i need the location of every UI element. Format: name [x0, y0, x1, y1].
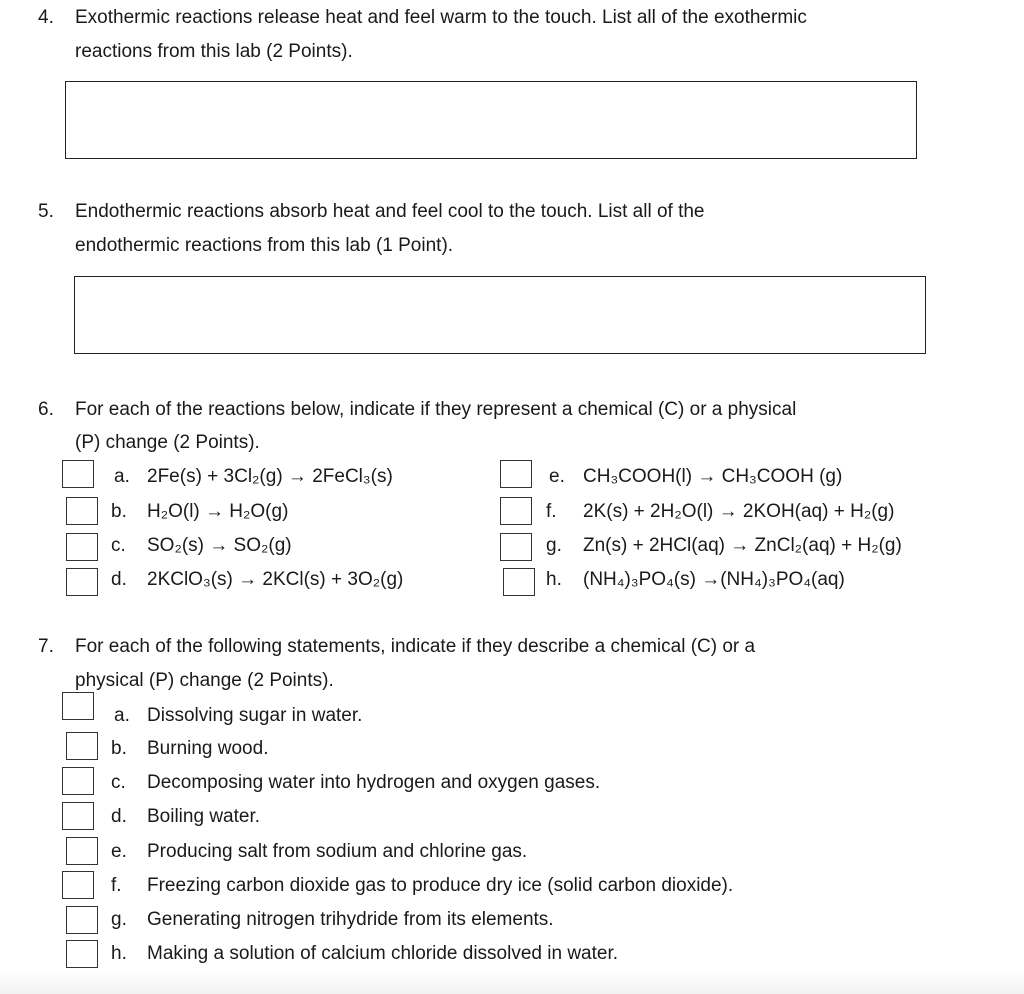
q7-checkbox-h[interactable] [66, 940, 98, 968]
q7-checkbox-e[interactable] [66, 837, 98, 865]
q7-item-letter: b. [111, 738, 127, 759]
q6-item-text: CH₃COOH(l) → CH₃COOH (g) [583, 466, 843, 487]
q4-answer-box[interactable] [65, 81, 917, 159]
q6-item-text: (NH₄)₃PO₄(s) →(NH₄)₃PO₄(aq) [583, 569, 845, 590]
q6-item-letter: b. [111, 501, 127, 522]
q7-item-letter: c. [111, 772, 126, 793]
q6-item-letter: g. [546, 535, 562, 556]
q7-item-text: Freezing carbon dioxide gas to produce dry ice (solid carbon dioxide). [147, 875, 734, 896]
q4-number: 4. [38, 7, 54, 28]
q6-checkbox-a[interactable] [62, 460, 94, 488]
q7-checkbox-d[interactable] [62, 802, 94, 830]
q6-checkbox-c[interactable] [66, 533, 98, 561]
q6-item-letter: h. [546, 569, 562, 590]
q6-item-letter: e. [549, 466, 565, 487]
q7-item-text: Dissolving sugar in water. [147, 705, 363, 726]
q7-item-text: Producing salt from sodium and chlorine gas. [147, 841, 528, 862]
q7-checkbox-g[interactable] [66, 906, 98, 934]
q7-item-letter: h. [111, 943, 127, 964]
q7-number: 7. [38, 636, 54, 657]
q7-item-text: Making a solution of calcium chloride dissolved in water. [147, 943, 619, 964]
q6-item-text: H₂O(l) → H₂O(g) [147, 501, 289, 522]
q4-prompt-line1: Exothermic reactions release heat and feel warm to the touch. List all of the exothermic [75, 7, 807, 28]
q7-item-letter: g. [111, 909, 127, 930]
q7-prompt-line2: physical (P) change (2 Points). [75, 670, 334, 691]
q7-checkbox-a[interactable] [62, 692, 94, 720]
q7-item-letter: e. [111, 841, 127, 862]
q6-item-letter: c. [111, 535, 126, 556]
q5-prompt-line2: endothermic reactions from this lab (1 Point). [75, 235, 454, 256]
q7-item-letter: f. [111, 875, 122, 896]
q6-item-text: 2K(s) + 2H₂O(l) → 2KOH(aq) + H₂(g) [583, 501, 895, 522]
q7-checkbox-f[interactable] [62, 871, 94, 899]
q7-item-text: Boiling water. [147, 806, 261, 827]
q6-checkbox-g[interactable] [500, 533, 532, 561]
q6-checkbox-b[interactable] [66, 497, 98, 525]
q6-item-letter: d. [111, 569, 127, 590]
q6-item-letter: f. [546, 501, 557, 522]
q6-item-text: 2KClO₃(s) → 2KCl(s) + 3O₂(g) [147, 569, 404, 590]
q6-checkbox-e[interactable] [500, 460, 532, 488]
q6-checkbox-f[interactable] [500, 497, 532, 525]
q7-prompt-line1: For each of the following statements, indicate if they describe a chemical (C) or a [75, 636, 756, 657]
q7-checkbox-c[interactable] [62, 767, 94, 795]
page-bottom-shade [0, 972, 1024, 994]
q6-item-text: 2Fe(s) + 3Cl₂(g) → 2FeCl₃(s) [147, 466, 393, 487]
q6-item-letter: a. [114, 466, 130, 487]
q7-checkbox-b[interactable] [66, 732, 98, 760]
q6-prompt-line1: For each of the reactions below, indicate if they represent a chemical (C) or a physical [75, 399, 797, 420]
q6-number: 6. [38, 399, 54, 420]
q5-number: 5. [38, 201, 54, 222]
q5-prompt-line1: Endothermic reactions absorb heat and feel cool to the touch. List all of the [75, 201, 705, 222]
q5-answer-box[interactable] [74, 276, 926, 354]
q6-item-text: SO₂(s) → SO₂(g) [147, 535, 292, 556]
q6-prompt-line2: (P) change (2 Points). [75, 432, 260, 453]
q7-item-text: Burning wood. [147, 738, 269, 759]
q6-checkbox-h[interactable] [503, 568, 535, 596]
q4-prompt-line2: reactions from this lab (2 Points). [75, 41, 353, 62]
q7-item-letter: a. [114, 705, 130, 726]
q7-item-letter: d. [111, 806, 127, 827]
q6-checkbox-d[interactable] [66, 568, 98, 596]
q6-item-text: Zn(s) + 2HCl(aq) → ZnCl₂(aq) + H₂(g) [583, 535, 902, 556]
q7-item-text: Decomposing water into hydrogen and oxygen gases. [147, 772, 601, 793]
q7-item-text: Generating nitrogen trihydride from its elements. [147, 909, 554, 930]
